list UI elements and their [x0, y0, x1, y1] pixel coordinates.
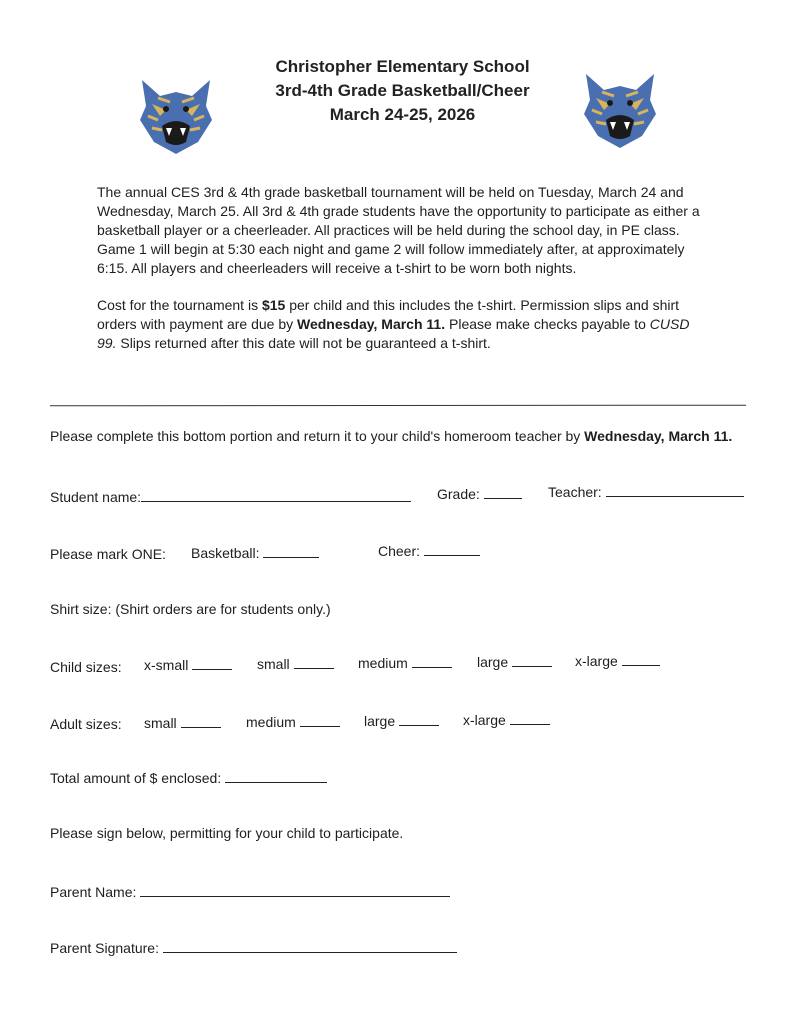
child-size-field[interactable] — [192, 657, 232, 670]
child-size-option — [144, 657, 232, 673]
basketball-field[interactable] — [263, 545, 319, 558]
cheer-row — [378, 543, 480, 559]
grade-row — [437, 486, 522, 502]
cost-price: $15 — [261, 297, 286, 313]
adult-size-field[interactable] — [399, 713, 439, 726]
basketball-label: Basketball: — [191, 545, 260, 561]
child-size-option — [575, 653, 660, 669]
parent-name-field[interactable] — [140, 884, 450, 897]
child-size-field[interactable] — [412, 655, 452, 668]
parent-signature-label: Parent Signature: — [50, 940, 159, 956]
parent-signature-row — [50, 940, 457, 956]
parent-name-row — [50, 884, 450, 900]
child-size-field[interactable] — [294, 656, 334, 669]
cost-text-2: per child and this includes the t-shirt. Permission slips and shirt orders with payment are due by — [97, 297, 680, 332]
event-dates: March 24-25, 2026 — [329, 105, 476, 124]
instructions-text: Please complete this bottom portion and return it to your child's homeroom teacher by — [50, 428, 585, 444]
cheer-label: Cheer: — [378, 543, 421, 559]
child-size-option — [477, 654, 552, 670]
adult-size-option — [246, 714, 340, 730]
teacher-row — [548, 484, 744, 500]
cost-text-3: Please make checks payable to — [445, 316, 650, 332]
grade-field[interactable] — [484, 486, 522, 499]
cheer-field[interactable] — [424, 543, 480, 556]
adult-size-label: x-large — [463, 712, 506, 728]
cost-paragraph — [97, 296, 709, 353]
child-size-label: x-small — [144, 657, 189, 673]
adult-size-field[interactable] — [510, 712, 550, 725]
student-name-row — [50, 489, 411, 505]
basketball-row — [191, 545, 319, 561]
total-row — [50, 770, 327, 786]
parent-signature-field[interactable] — [163, 940, 457, 953]
shirt-size-label: Shirt size: (Shirt orders are for students only.) — [50, 601, 331, 617]
adult-size-option — [364, 713, 439, 729]
cut-line-divider — [50, 405, 746, 407]
return-instructions — [50, 428, 732, 444]
student-name-label: Student name: — [50, 489, 142, 505]
teacher-label: Teacher: — [548, 484, 602, 500]
cost-text-4: Slips returned after this date will not be guaranteed a t-shirt. — [116, 335, 491, 351]
adult-size-field[interactable] — [181, 715, 221, 728]
document-header — [200, 55, 605, 127]
child-sizes-label: Child sizes: — [50, 659, 122, 675]
child-size-option — [358, 655, 452, 671]
child-size-label: small — [257, 656, 290, 672]
adult-size-label: large — [364, 713, 396, 729]
child-size-option — [257, 656, 334, 672]
intro-paragraph: The annual CES 3rd & 4th grade basketball tournament will be held on Tuesday, March 24 and Wednesday, March 25. All 3rd & 4th grade students have the opportunity to participate as either a basketball player or a cheerleader. All practices will be held during the school day, in PE class. Game 1 will begin at 5:30 each night and game 2 will follow immediately after, at approximately 6:15. All players and cheerleaders will receive a t-shirt to be worn both nights. — [97, 184, 700, 276]
student-name-field[interactable] — [141, 489, 411, 502]
adult-size-field[interactable] — [300, 714, 340, 727]
total-label: Total amount of $ enclosed: — [50, 770, 222, 786]
grade-label: Grade: — [437, 486, 480, 502]
payee: CUSD 99. — [97, 316, 690, 351]
instructions-date: Wednesday, March 11. — [584, 428, 733, 444]
mark-one-label: Please mark ONE: — [50, 546, 166, 562]
adult-sizes-label: Adult sizes: — [50, 716, 122, 732]
total-field[interactable] — [225, 770, 327, 783]
child-size-field[interactable] — [622, 653, 660, 666]
teacher-field[interactable] — [606, 484, 744, 497]
child-size-field[interactable] — [512, 654, 552, 667]
child-size-label: x-large — [575, 653, 618, 669]
due-date: Wednesday, March 11. — [297, 316, 446, 332]
adult-size-label: small — [144, 715, 177, 731]
parent-name-label: Parent Name: — [50, 884, 137, 900]
school-name: Christopher Elementary School — [275, 57, 530, 76]
child-size-label: medium — [358, 655, 408, 671]
adult-size-option — [144, 715, 221, 731]
child-size-label: large — [477, 654, 509, 670]
event-title: 3rd-4th Grade Basketball/Cheer — [275, 81, 530, 100]
adult-size-label: medium — [246, 714, 296, 730]
cost-text-1: Cost for the tournament is — [97, 297, 262, 313]
adult-size-option — [463, 712, 550, 728]
sign-instructions: Please sign below, permitting for your child to participate. — [50, 825, 404, 841]
